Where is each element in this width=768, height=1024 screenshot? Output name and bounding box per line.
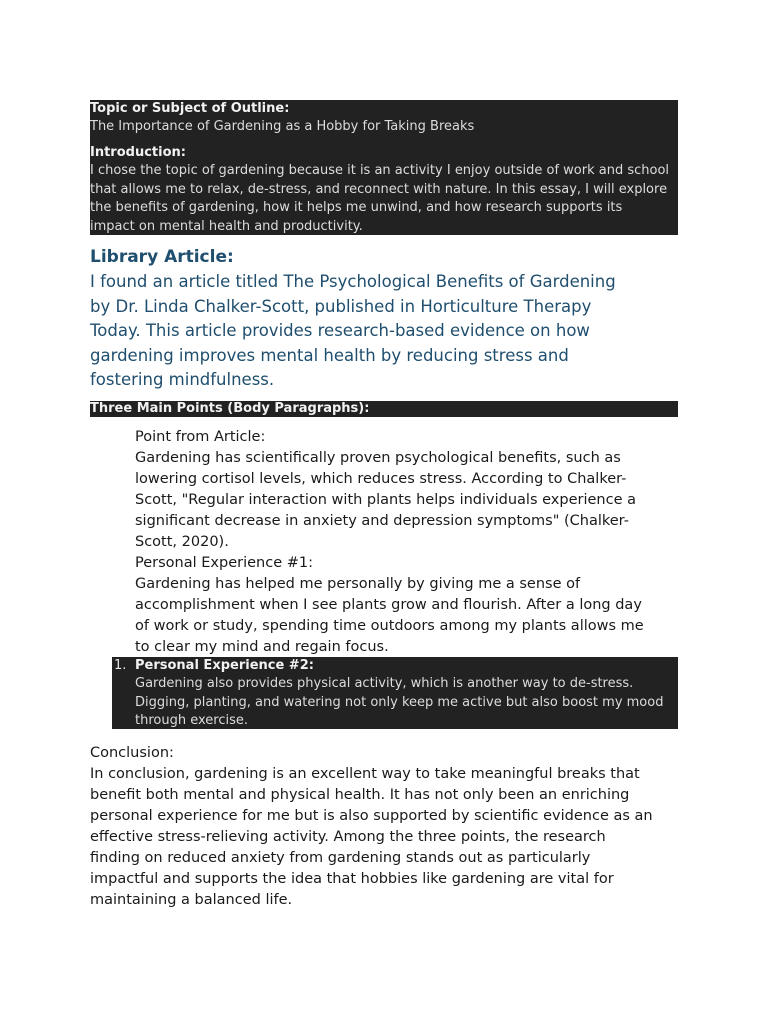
personal-experience-2-line: through exercise. bbox=[135, 713, 248, 728]
personal-experience-2-label: Personal Experience #2: bbox=[135, 658, 314, 673]
conclusion-section bbox=[90, 743, 685, 911]
introduction-line: that allows me to relax, de-stress, and reconnect with nature. In this essay, I will explore bbox=[90, 181, 668, 197]
main-points-bar bbox=[90, 401, 678, 417]
personal-experience-2-line: Digging, planting, and watering not only keep me active but also boost my mood bbox=[135, 694, 664, 710]
point-from-article-line: Gardening has scientifically proven psychological benefits, such as bbox=[135, 450, 621, 466]
point-from-article-label: Point from Article: bbox=[135, 429, 266, 445]
introduction-line: the benefits of gardening, how it helps me unwind, and how research supports its bbox=[90, 200, 623, 215]
topic-label: Topic or Subject of Outline: bbox=[90, 101, 290, 116]
point-from-article-line: lowering cortisol levels, which reduces stress. According to Chalker- bbox=[135, 471, 627, 487]
introduction-text bbox=[90, 162, 680, 236]
point-from-article-line: significant decrease in anxiety and depression symptoms" (Chalker- bbox=[135, 513, 629, 529]
library-article-text bbox=[90, 270, 680, 393]
point-from-article-line: Scott, 2020). bbox=[135, 534, 229, 550]
personal-experience-1-label: Personal Experience #1: bbox=[135, 555, 313, 571]
conclusion-line: effective stress-relieving activity. Among the three points, the research bbox=[90, 829, 606, 845]
library-line: gardening improves mental health by reducing stress and bbox=[90, 345, 569, 365]
library-line: by Dr. Linda Chalker-Scott, published in Horticulture Therapy bbox=[90, 296, 592, 316]
personal-experience-1-line: Gardening has helped me personally by giving me a sense of bbox=[135, 576, 581, 592]
introduction-line: I chose the topic of gardening because it is an activity I enjoy outside of work and school bbox=[90, 163, 670, 178]
conclusion-line: impactful and supports the idea that hobbies like gardening are vital for bbox=[90, 871, 614, 887]
library-article-heading: Library Article: bbox=[90, 247, 234, 267]
conclusion-label: Conclusion: bbox=[90, 745, 174, 761]
conclusion-line: benefit both mental and physical health. It has not only been an enriching bbox=[90, 787, 630, 803]
personal-experience-1-line: of work or study, spending time outdoors among my plants allows me bbox=[135, 618, 644, 634]
topic-introduction-block bbox=[90, 100, 678, 235]
conclusion-line: maintaining a balanced life. bbox=[90, 892, 293, 908]
personal-experience-2-text bbox=[135, 675, 680, 731]
library-line: Today. This article provides research-based evidence on how bbox=[90, 321, 590, 340]
library-line: fostering mindfulness. bbox=[90, 370, 275, 389]
conclusion-line: personal experience for me but is also supported by scientific evidence as an bbox=[90, 808, 653, 824]
personal-experience-2-block bbox=[112, 657, 678, 729]
main-points-label: Three Main Points (Body Paragraphs): bbox=[90, 401, 370, 416]
personal-experience-2-line: Gardening also provides physical activity, which is another way to de-stress. bbox=[135, 676, 634, 691]
personal-experience-1-line: to clear my mind and regain focus. bbox=[135, 639, 389, 655]
point-from-article-line: Scott, "Regular interaction with plants helps individuals experience a bbox=[135, 492, 636, 508]
personal-experience-1-line: accomplishment when I see plants grow and flourish. After a long day bbox=[135, 597, 642, 613]
body-points bbox=[135, 427, 680, 658]
introduction-line: impact on mental health and productivity. bbox=[90, 218, 363, 234]
topic-text: The Importance of Gardening as a Hobby for Taking Breaks bbox=[90, 119, 475, 134]
introduction-label: Introduction: bbox=[90, 145, 186, 160]
list-number: 1. bbox=[114, 658, 127, 673]
conclusion-line: finding on reduced anxiety from gardening stands out as particularly bbox=[90, 850, 591, 866]
library-line: I found an article titled The Psychological Benefits of Gardening bbox=[90, 272, 616, 291]
conclusion-line: In conclusion, gardening is an excellent way to take meaningful breaks that bbox=[90, 766, 640, 782]
